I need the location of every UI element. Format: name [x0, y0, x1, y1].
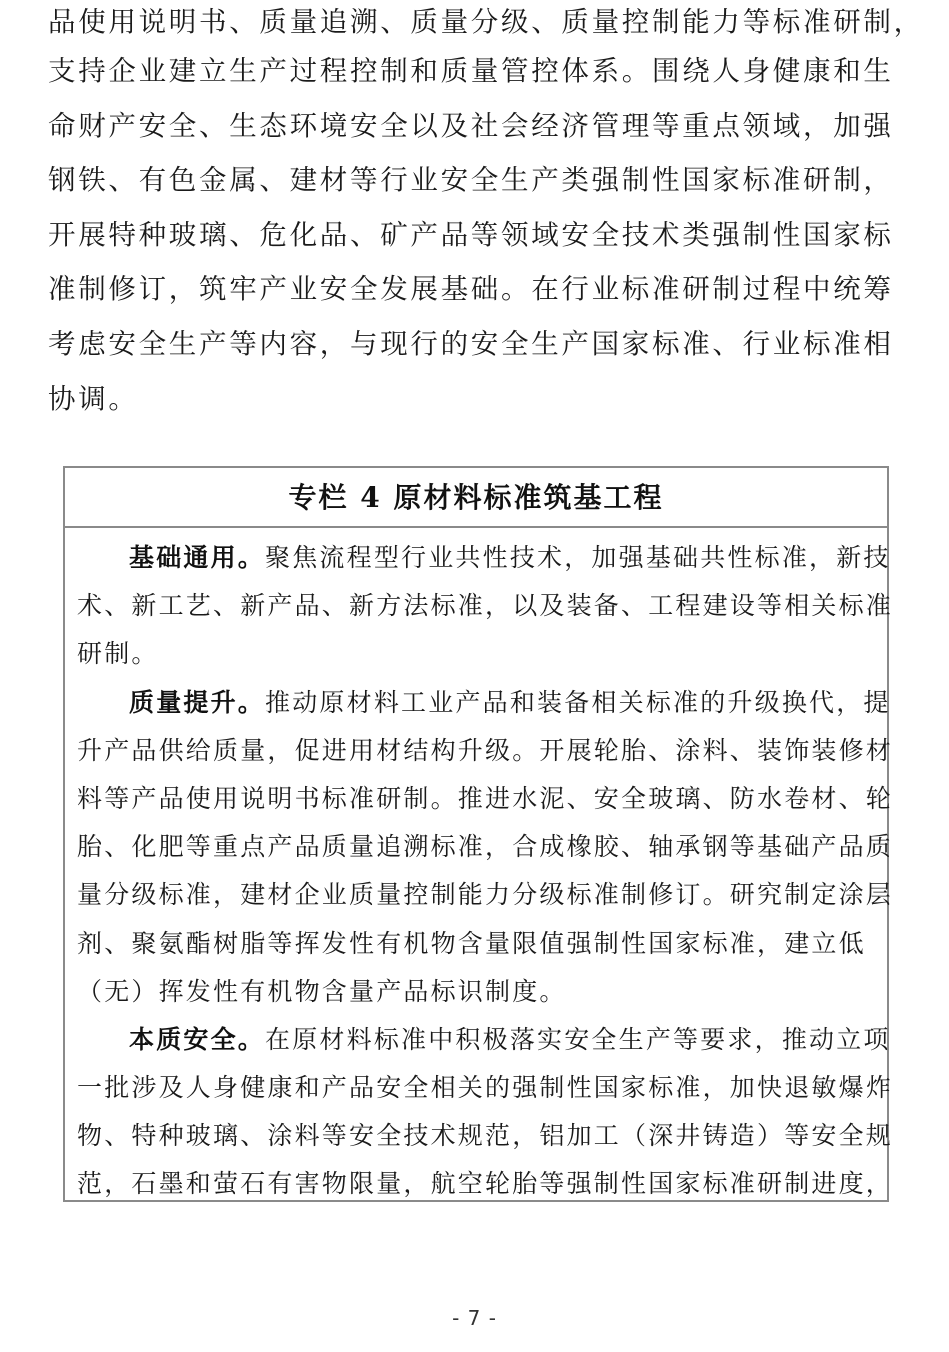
body-line: 品使用说明书、质量追溯、质量分级、质量控制能力等标准研制， — [48, 6, 924, 38]
section-first-line — [77, 679, 891, 727]
section-line: 范，石墨和萤石有害物限量，航空轮胎等强制性国家标准研制进度， — [77, 1169, 894, 1199]
section-heading: 基础通用。 — [129, 543, 266, 572]
section-heading: 本质安全。 — [129, 1024, 266, 1054]
section-basic-general — [77, 534, 894, 679]
body-line: 考虑安全生产等内容，与现行的安全生产国家标准、行业标准相 — [48, 327, 894, 360]
section-line: 升产品供给质量，促进用材结构升级。开展轮胎、涂料、装饰装修材 — [77, 735, 894, 765]
body-line: 命财产安全、生态环境安全以及社会经济管理等重点领域，加强 — [48, 109, 894, 142]
section-first-line — [77, 1016, 891, 1064]
section-text: 推动原材料工业产品和装备相关标准的升级换代，提 — [265, 687, 891, 717]
section-line: 物、特种玻璃、涂料等安全技术规范，铝加工（深井铸造）等安全规 — [77, 1121, 894, 1151]
body-line: 准制修订，筑牢产业安全发展基础。在行业标准研制过程中统筹 — [48, 273, 894, 306]
section-heading: 质量提升。 — [129, 687, 266, 717]
section-quality-improvement — [77, 679, 894, 1016]
section-line: 研制。 — [77, 639, 159, 669]
body-line: 支持企业建立生产过程控制和质量管控体系。围绕人身健康和生 — [48, 55, 894, 87]
column-box-title: 专栏 4 原材料标准筑基工程 — [65, 468, 887, 528]
section-line: 料等产品使用说明书标准研制。推进水泥、安全玻璃、防水卷材、轮 — [77, 783, 894, 813]
section-line: 剂、聚氨酯树脂等挥发性有机物含量限值强制性国家标准，建立低 — [77, 928, 866, 958]
section-line: （无）挥发性有机物含量产品标识制度。 — [77, 976, 567, 1006]
body-line: 协调。 — [48, 382, 139, 415]
section-text: 在原材料标准中积极落实安全生产等要求，推动立项 — [265, 1024, 891, 1054]
section-text: 聚焦流程型行业共性技术，加强基础共性标准，新技 — [265, 543, 891, 572]
column-box — [63, 466, 894, 1202]
column-box-body — [65, 528, 894, 1209]
section-intrinsic-safety — [77, 1016, 894, 1209]
section-first-line — [77, 534, 891, 582]
page-number: - 7 - — [452, 1306, 497, 1330]
section-line: 一批涉及人身健康和产品安全相关的强制性国家标准，加快退敏爆炸 — [77, 1073, 894, 1103]
body-paragraph — [48, 0, 924, 426]
section-line: 量分级标准，建材企业质量控制能力分级标准制修订。研究制定涂层 — [77, 880, 894, 910]
section-line: 胎、化肥等重点产品质量追溯标准，合成橡胶、轴承钢等基础产品质 — [77, 832, 894, 862]
body-line: 开展特种玻璃、危化品、矿产品等领域安全技术类强制性国家标 — [48, 218, 894, 251]
body-line: 钢铁、有色金属、建材等行业安全生产类强制性国家标准研制， — [48, 164, 894, 197]
section-line: 术、新工艺、新产品、新方法标准，以及装备、工程建设等相关标准 — [77, 591, 894, 621]
